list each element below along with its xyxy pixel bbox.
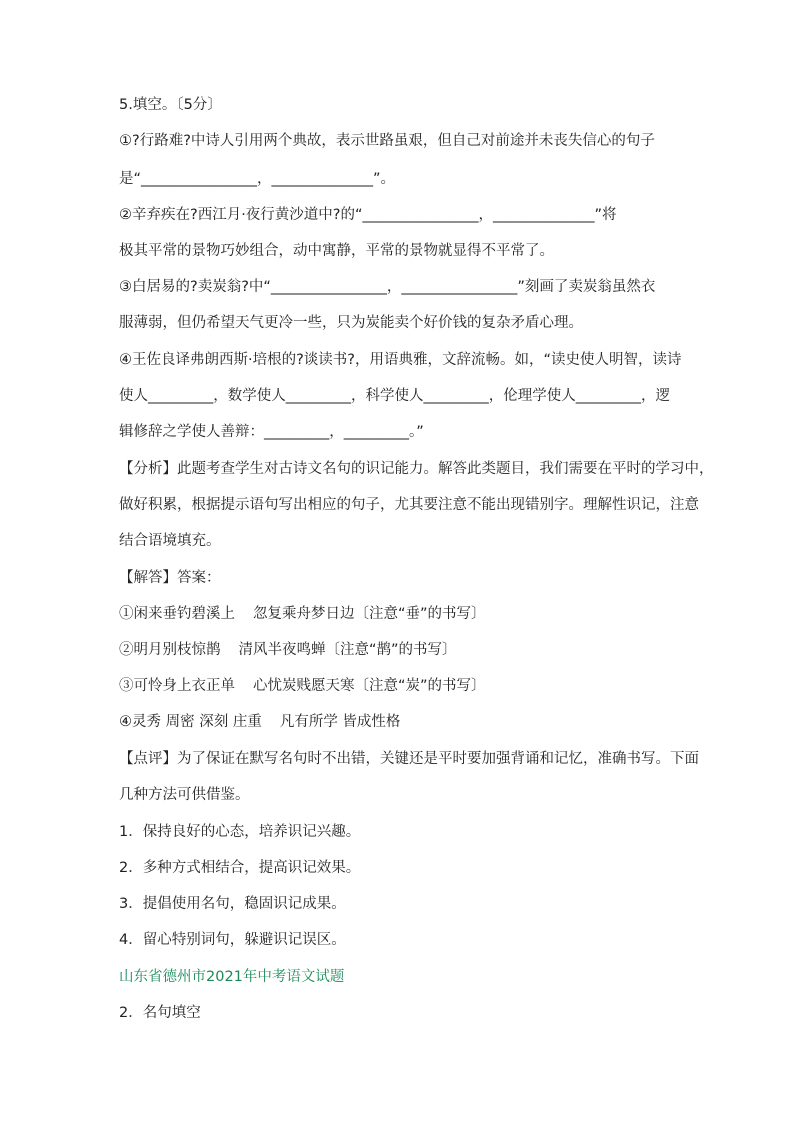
tip-3: 3．提倡使用名句，稳固识记成果。 <box>119 896 346 912</box>
item3-line2: 服薄弱，但仍希望天气更冷一些，只为炭能卖个好价钱的复杂矛盾心理。 <box>119 315 583 331</box>
item4-line3: 辑修辞之学使人善辩：_________，_________。” <box>119 424 424 440</box>
answer-2-part2: 清风半夜鸣蝉〔注意“鹊”的书写〕 <box>238 642 457 658</box>
comment-line1: 【点评】为了保证在默写名句时不出错，关键还是平时要加强背诵和记忆，准确书写。下面 <box>119 751 699 767</box>
item1-line1: ①?行路难?中诗人引用两个典故，表示世路虽艰，但自己对前途并未丧失信心的句子 <box>119 133 655 149</box>
answer-3-part2: 心忧炭贱愿天寒〔注意“炭”的书写〕 <box>253 678 486 694</box>
item2-line2: 极其平常的景物巧妙组合，动中寓静，平常的景物就显得不平常了。 <box>119 243 554 259</box>
answer-item-1 <box>119 605 486 623</box>
next-question-title: 2．名句填空 <box>119 1005 201 1021</box>
item3-line1: ③白居易的?卖炭翁?中“________________，________________”刻画了卖炭翁虽然衣 <box>119 279 656 295</box>
answer-item-4 <box>119 713 400 731</box>
item2-line1: ②辛弃疾在?西江月·夜行黄沙道中?的“________________，______________”将 <box>119 207 617 223</box>
answer-4-part2: 凡有所学 皆成性格 <box>279 714 401 730</box>
answer-item-3 <box>119 677 486 695</box>
tip-4: 4．留心特别词句，躲避识记误区。 <box>119 932 346 948</box>
question-title: 5.填空。〔5分〕 <box>119 97 222 113</box>
item4-line2: 使人_________，数学使人_________，科学使人_________，伦理学使人_________，逻 <box>119 388 670 404</box>
answer-2-part1: ②明月别枝惊鹊 <box>119 642 221 658</box>
item1-line2: 是“________________，______________”。 <box>119 171 396 187</box>
analysis-line2: 做好积累，根据提示语句写出相应的句子，尤其要注意不能出现错别字。理解性识记，注意 <box>119 497 699 513</box>
answer-item-2 <box>119 641 457 659</box>
analysis-line1: 【分析】此题考查学生对古诗文名句的识记能力。解答此类题目，我们需要在平时的学习中， <box>119 461 714 477</box>
answer-1-part1: ①闲来垂钓碧溪上 <box>119 606 235 622</box>
tip-1: 1．保持良好的心态，培养识记兴趣。 <box>119 824 361 840</box>
answer-1-part2: 忽复乘舟梦日边〔注意“垂”的书写〕 <box>253 606 486 622</box>
analysis-line3: 结合语境填充。 <box>119 533 221 549</box>
answer-3-part1: ③可怜身上衣正单 <box>119 678 235 694</box>
answer-heading: 【解答】答案： <box>119 570 221 586</box>
comment-line2: 几种方法可供借鉴。 <box>119 787 250 803</box>
source-link[interactable]: 山东省德州市2021年中考语文试题 <box>119 969 345 985</box>
tip-2: 2．多种方式相结合，提高识记效果。 <box>119 860 361 876</box>
answer-4-part1: ④灵秀 周密 深刻 庄重 <box>119 714 262 730</box>
item4-line1: ④王佐良译弗朗西斯·培根的?谈读书?，用语典雅，文辞流畅。如，“读史使人明智，读诗 <box>119 352 682 368</box>
